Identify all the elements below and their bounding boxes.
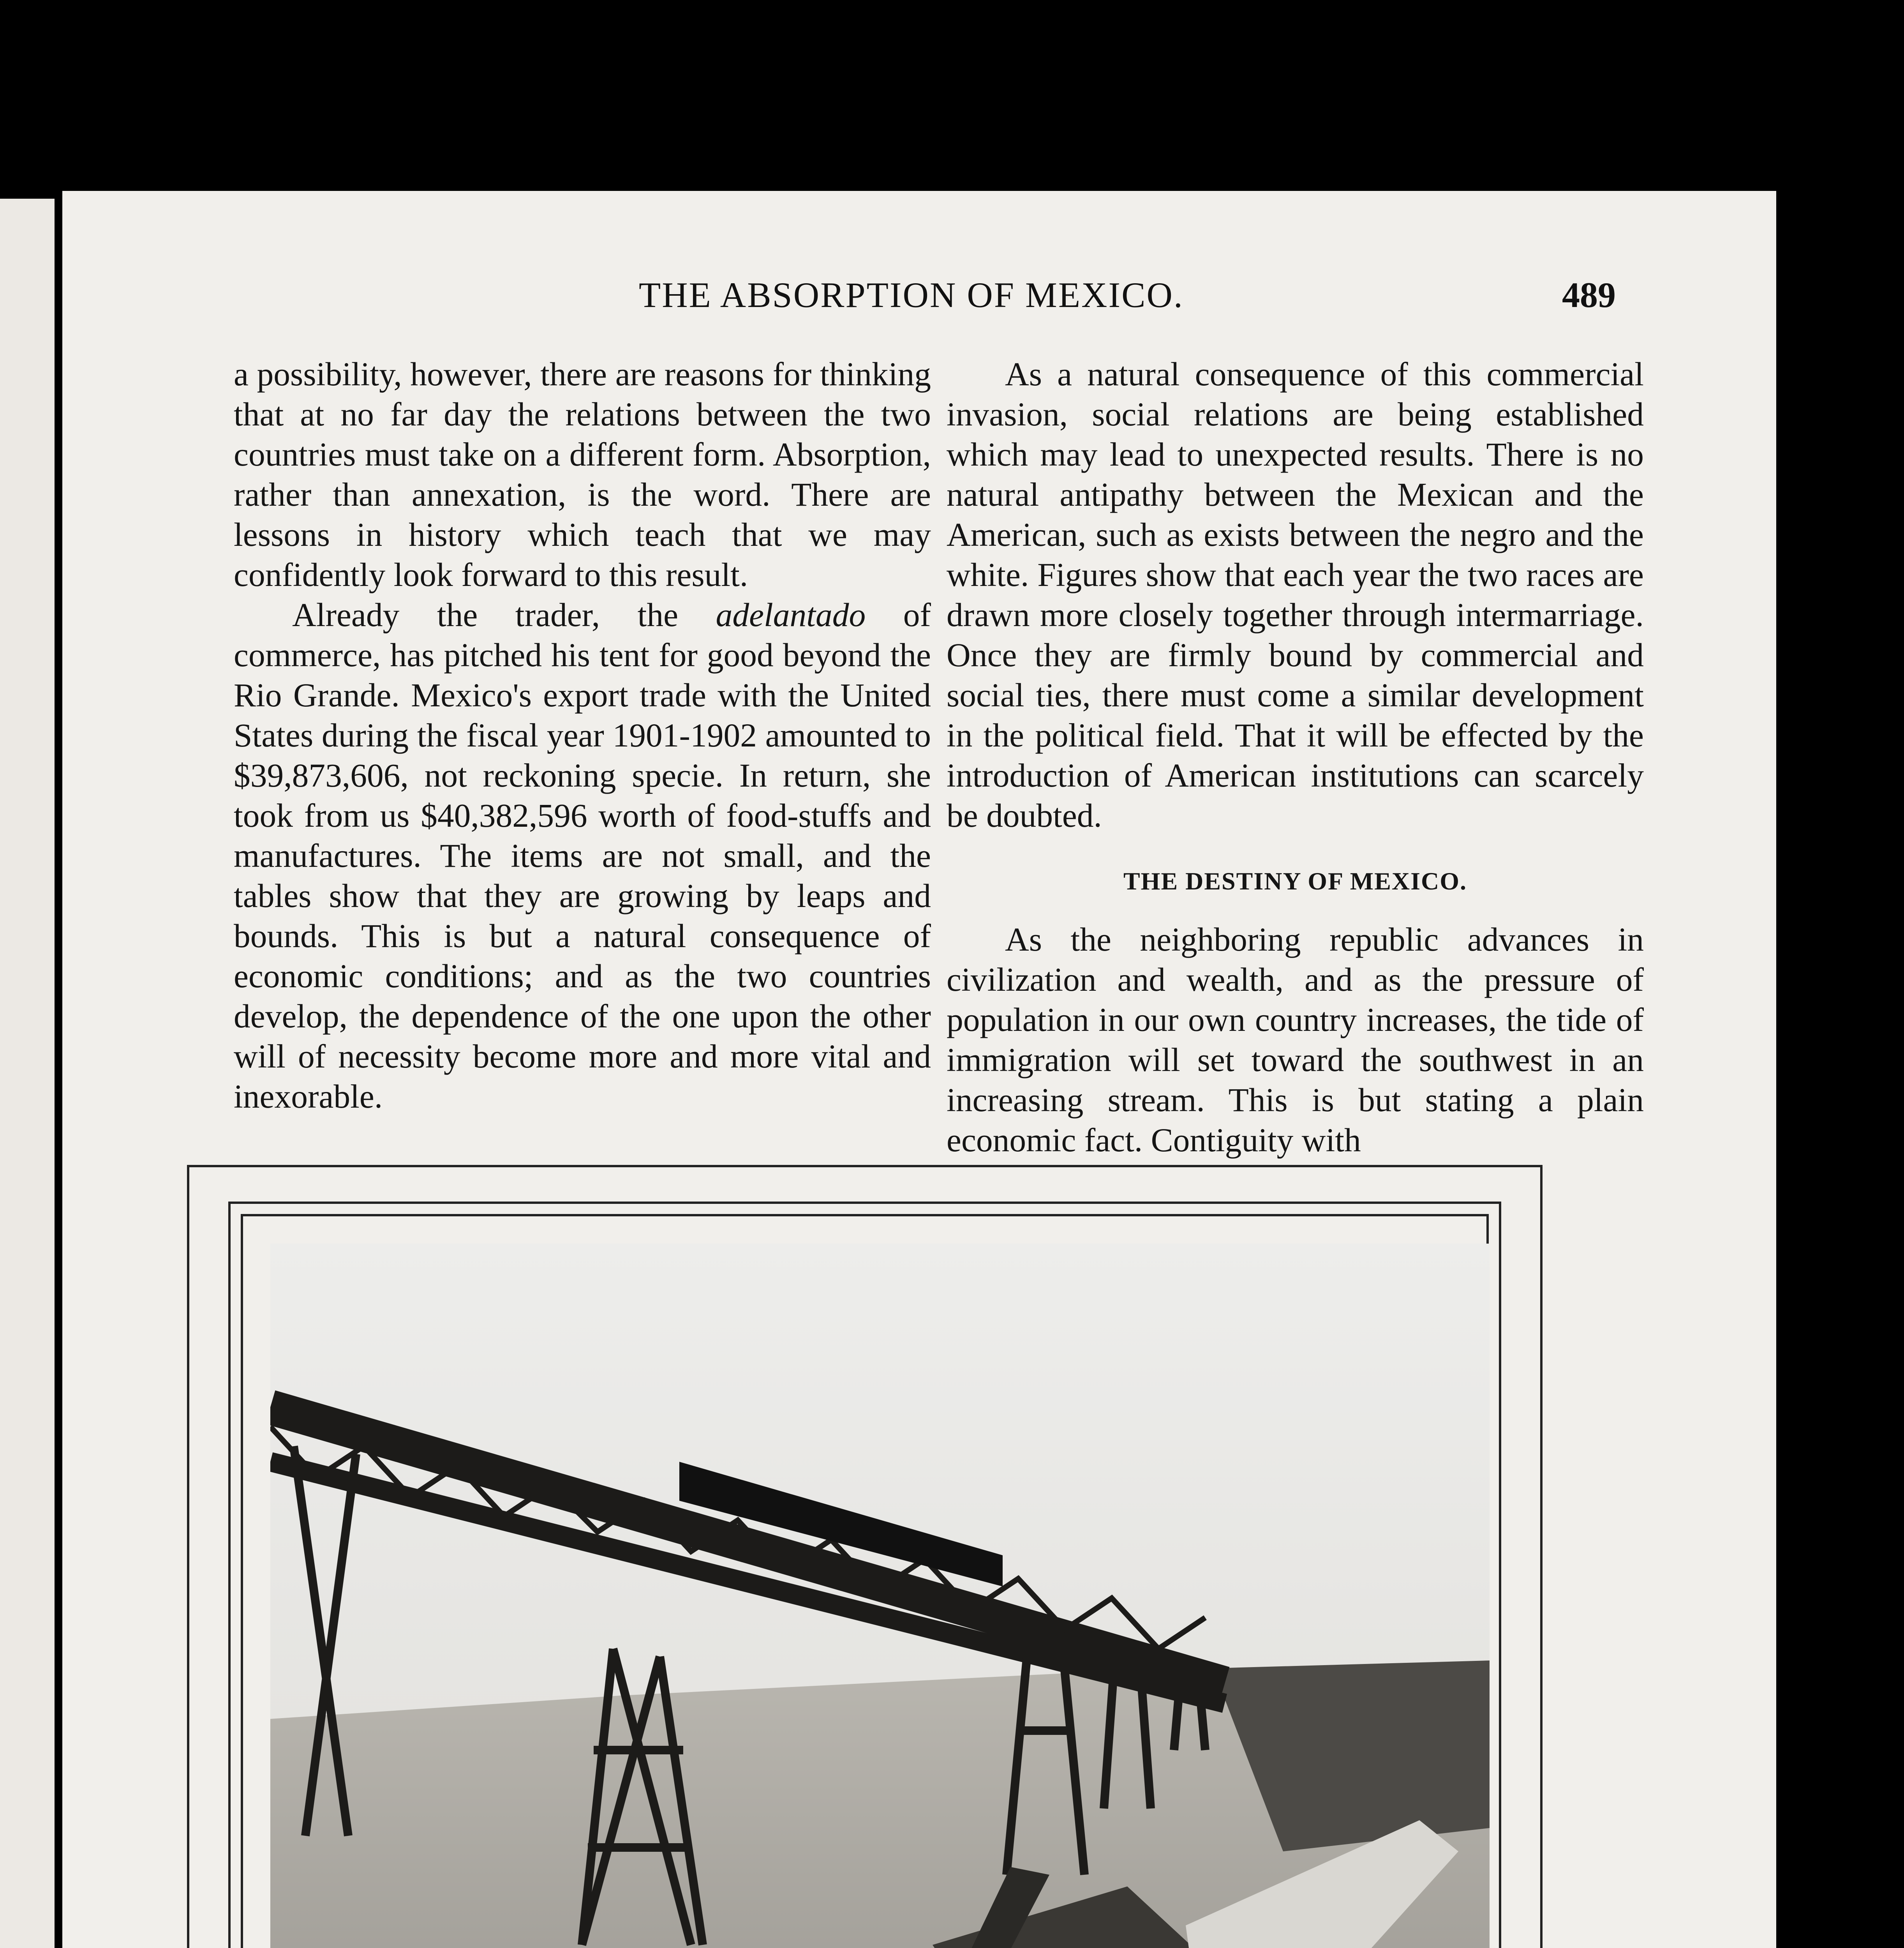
- running-head: THE ABSORPTION OF MEXICO.: [639, 275, 1184, 315]
- italic-term: adelantado: [716, 597, 866, 633]
- page-number: 489: [1562, 275, 1616, 315]
- photo-frame-border: [228, 1202, 1501, 1948]
- paragraph: As the neighboring republic advances in civilization and wealth, and as the pressure of population in our own country increases, the tide of immigration will set toward the southwest in an increasing stream. This is but stating a plain economic fact. Contiguity with: [947, 921, 1644, 1159]
- section-heading: THE DESTINY OF MEXICO.: [1123, 867, 1467, 895]
- photo-frame: [187, 1165, 1543, 1948]
- bridge-illustration: [270, 1244, 1490, 1948]
- right-text-column: [947, 355, 1644, 1161]
- paragraph: a possibility, however, there are reasons for thinking that at no far day the relations between the two countries must take on a different form. Absorption, rather than annexation, is the word. There are lessons in history which teach that we may confidently look forward to this result.: [234, 356, 931, 593]
- paragraph: Already the trader, the adelantado of commerce, has pitched his tent for good beyond the Rio Grande. Mexico's export trade with the United States during the fiscal year 1901-1902 amounted to $39,873,606, not reckoning specie. In return, she took from us $40,382,596 worth of food-stuffs and manufactures. The items are not small, and the tables show that they are growing by leaps and bounds. This is but a natural consequence of economic conditions; and as the two countries develop, the dependence of the one upon the other will of necessity become more and more vital and inexorable.: [234, 597, 931, 1115]
- railroad-bridge-photo: [270, 1244, 1490, 1948]
- left-text-column: [234, 355, 931, 1117]
- paragraph: As a natural consequence of this commercial invasion, social relations are being established which may lead to unexpected results. There is no natural antipathy between the Mexican and the American, such as exists between the negro and the white. Figures show that each year the two races are drawn more closely together through intermarriage. Once they are firmly bound by commercial and social ties, there must come a similar development in the political field. That it will be effected by the introduction of American institutions can scarcely be doubted.: [947, 356, 1644, 834]
- previous-page-edge: [0, 199, 55, 1948]
- photo-frame-inner-border: [241, 1214, 1489, 1948]
